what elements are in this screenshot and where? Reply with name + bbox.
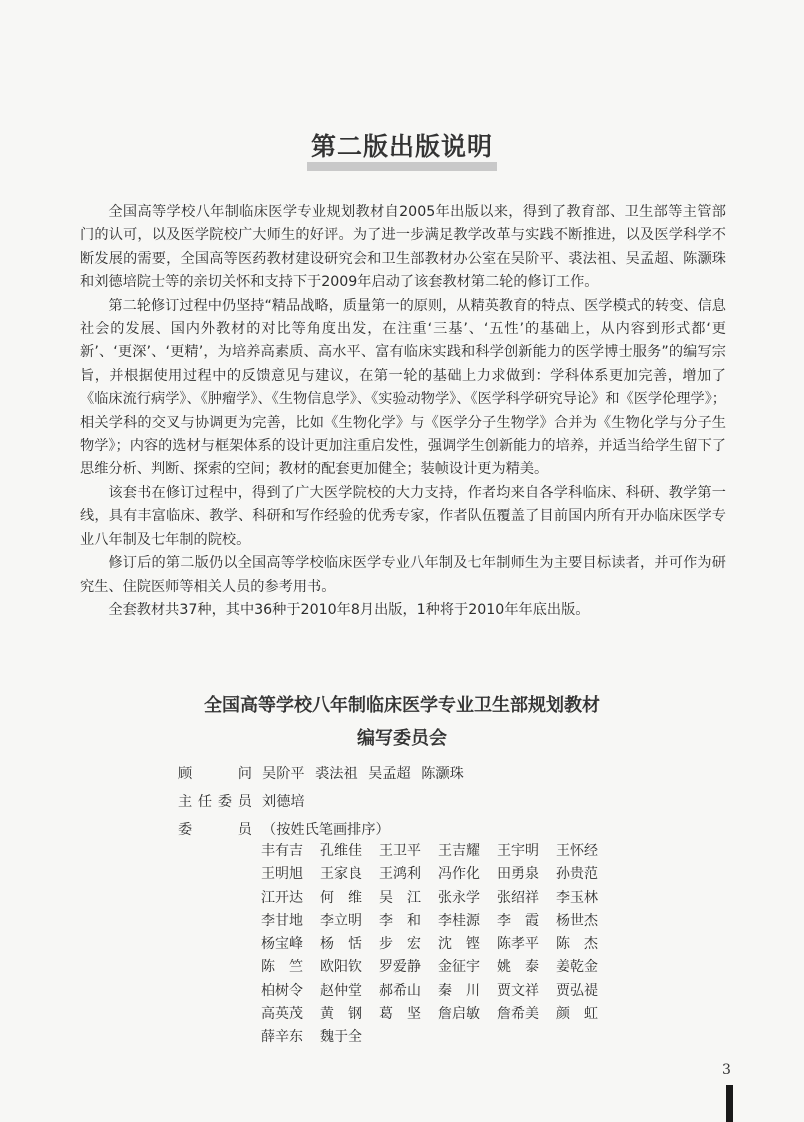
committee-member: 罗爱静 <box>379 959 421 976</box>
committee-title <box>0 689 804 755</box>
committee-member: 魏于全 <box>320 1029 362 1046</box>
committee-member: 黄 钢 <box>320 1006 362 1023</box>
committee-member: 张永学 <box>438 889 480 906</box>
committee-member: 杨 恬 <box>320 936 362 953</box>
committee-member: 贾文祥 <box>497 982 539 999</box>
committee-member: 李立明 <box>320 912 362 929</box>
committee-member: 薛辛东 <box>261 1029 303 1046</box>
committee-member: 王吉耀 <box>438 843 480 859</box>
committee-member: 詹希美 <box>497 1006 539 1023</box>
committee-member: 李甘地 <box>261 912 303 929</box>
committee-member: 陈 竺 <box>261 959 303 976</box>
committee-member: 姜乾金 <box>556 959 598 976</box>
committee-member: 陈孝平 <box>497 936 539 953</box>
committee-member: 詹启敏 <box>438 1006 480 1023</box>
paragraph: 第二轮修订过程中仍坚持“精品战略，质量第一的原则，从精英教育的特点、医学模式的转变、信息社会的发展、国内外教材的对比等角度出发，在注重‘三基’、‘五性’的基础上，从内容到形式都‘更新’、‘更深’、‘更精’，为培养高素质、高水平、富有临床实践和科学创新能力的医学博士服务”的编写宗旨，并根据使用过程中的反馈意见与建议，在第一轮的基础上力求做到：学科体系更加完善，增加了《临床流行病学》、《肿瘤学》、《生物信息学》、《实验动物学》、《医学科学研究导论》和《医学伦理学》；相关学科的交叉与协调更为完善，比如《生物化学》与《医学分子生物学》合并为《生物化学与分子生物学》；内容的选材与框架体系的设计更加注重启发性，强调学生创新能力的培养，并适当给学生留下了思维分析、判断、探索的空间；教材的配套更加健全；装帧设计更为精美。 <box>80 297 726 478</box>
paragraph: 修订后的第二版仍以全国高等学校临床医学专业八年制及七年制师生为主要目标读者，并可作为研究生、住院医师等相关人员的参考用书。 <box>80 555 726 595</box>
committee-member: 葛 坚 <box>379 1006 421 1023</box>
section-title-text: 第二版出版说明 <box>307 132 497 171</box>
committee-member: 颜 虹 <box>556 1006 598 1023</box>
committee-member: 陈 杰 <box>556 936 598 953</box>
committee-member: 王宇明 <box>497 843 539 859</box>
committee-member: 孔维佳 <box>320 843 362 859</box>
committee-member: 李玉林 <box>556 889 598 906</box>
committee-title-line1: 全国高等学校八年制临床医学专业卫生部规划教材 <box>204 695 600 716</box>
committee-member: 王怀经 <box>556 843 598 859</box>
members-note: （按姓氏笔画排序） <box>262 822 390 838</box>
section-title <box>0 132 804 171</box>
committee-member: 李 和 <box>379 912 421 929</box>
committee-member: 王明旭 <box>261 866 303 883</box>
committee-member: 江开达 <box>261 889 303 906</box>
chair-name: 刘德培 <box>262 794 305 810</box>
committee-roles <box>178 763 698 847</box>
chair-label: 主任委员 <box>178 794 252 810</box>
committee-member: 张绍祥 <box>497 889 539 906</box>
committee-member: 王鸿利 <box>379 866 421 883</box>
body-text <box>80 201 726 622</box>
committee-member: 王家良 <box>320 866 362 883</box>
committee-member: 吴 江 <box>379 889 421 906</box>
committee-member: 金征宇 <box>438 959 480 976</box>
paragraph: 全套教材共37种，其中36种于2010年8月出版，1种将于2010年年底出版。 <box>108 601 590 618</box>
committee-member: 柏树令 <box>261 982 303 999</box>
committee-member: 李 霞 <box>497 912 539 929</box>
committee-member: 田勇泉 <box>497 866 539 883</box>
paragraph: 全国高等学校八年制临床医学专业规划教材自2005年出版以来，得到了教育部、卫生部等主管部门的认可，以及医学院校广大师生的好评。为了进一步满足教学改革与实践不断推进，以及医学科学不断发展的需要，全国高等医药教材建设研究会和卫生部教材办公室在吴阶平、裘法祖、吴孟超、陈灏珠和刘德培院士等的亲切关怀和支持下于2009年启动了该套教材第二轮的修订工作。 <box>80 204 726 291</box>
committee-member: 赵仲堂 <box>320 982 362 999</box>
advisors-label: 顾问 <box>178 766 252 782</box>
committee-member: 杨世杰 <box>556 912 598 929</box>
committee-member: 沈 铿 <box>438 936 480 953</box>
page-number: 3 <box>722 1062 731 1078</box>
members-grid <box>261 840 641 1050</box>
committee-member: 欧阳钦 <box>320 959 362 976</box>
committee-member: 郝希山 <box>379 982 421 999</box>
chair-row <box>178 791 698 819</box>
committee-member: 秦 川 <box>438 982 480 999</box>
committee-member: 贾弘禔 <box>556 982 598 999</box>
committee-member: 冯作化 <box>438 866 480 883</box>
advisors-row <box>178 763 698 791</box>
advisors-names: 吴阶平 裘法祖 吴孟超 陈灏珠 <box>262 766 464 782</box>
members-label: 委员 <box>178 822 252 838</box>
committee-member: 王卫平 <box>379 843 421 859</box>
committee-member: 李桂源 <box>438 912 480 929</box>
committee-member: 步 宏 <box>379 936 421 953</box>
committee-member: 高英茂 <box>261 1006 303 1023</box>
committee-member: 丰有吉 <box>261 843 303 859</box>
committee-member: 何 维 <box>320 889 362 906</box>
page-edge-marker <box>726 1085 733 1122</box>
committee-member: 孙贵范 <box>556 866 598 883</box>
committee-member: 姚 泰 <box>497 959 539 976</box>
committee-title-line2: 编写委员会 <box>357 728 447 749</box>
paragraph: 该套书在修订过程中，得到了广大医学院校的大力支持，作者均来自各学科临床、科研、教学第一线，具有丰富临床、教学、科研和写作经验的优秀专家，作者队伍覆盖了目前国内所有开办临床医学专业八年制及七年制的院校。 <box>80 484 726 548</box>
committee-member: 杨宝峰 <box>261 936 303 953</box>
